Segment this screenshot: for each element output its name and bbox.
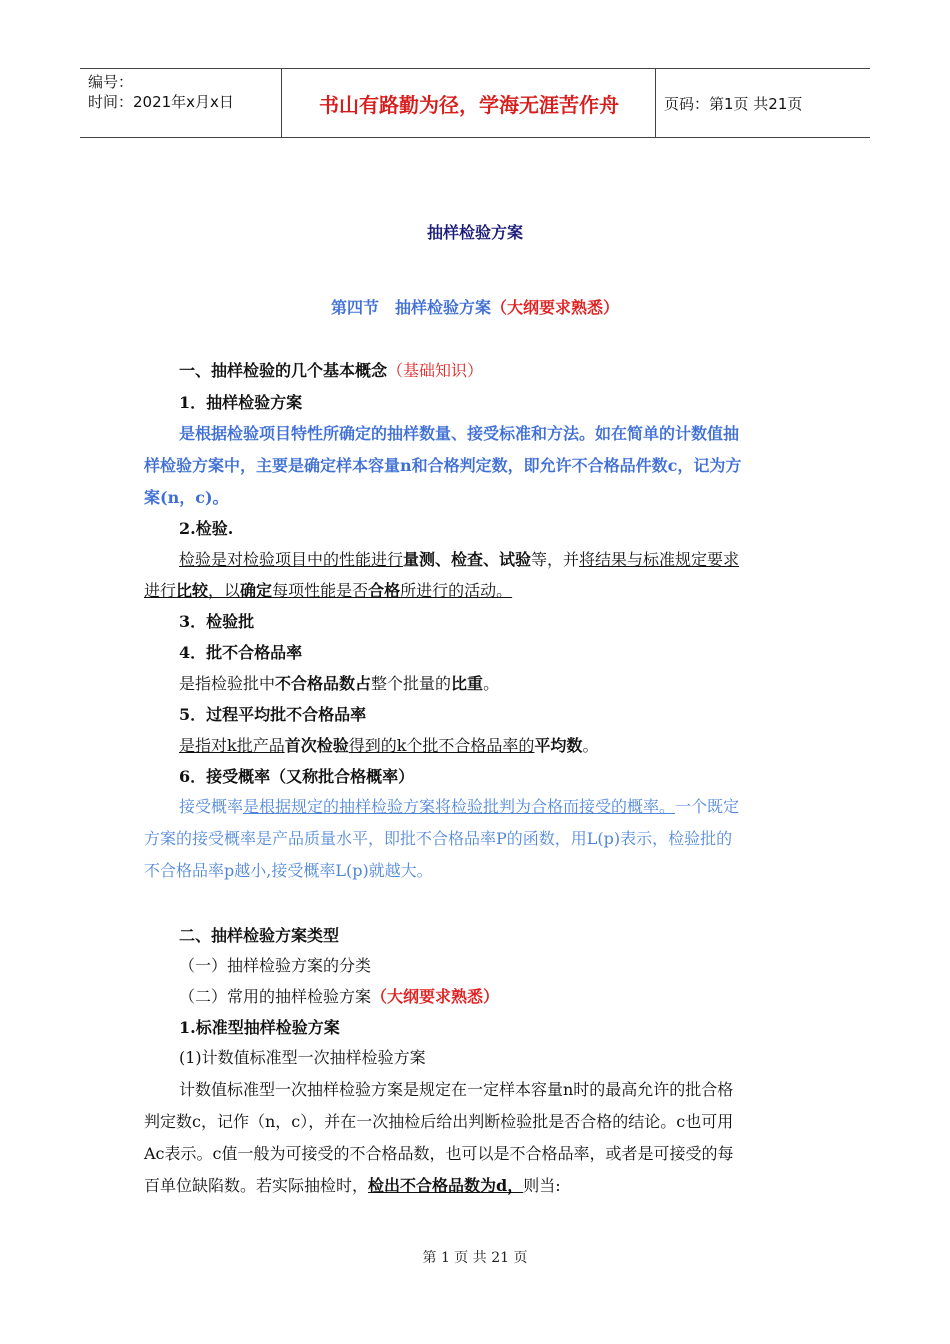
paragraph-line2: 判定数c，记作（n，c），并在一次抽检后给出判断检验批是否合格的结论。c也可用 bbox=[144, 1112, 734, 1131]
header-meta bbox=[88, 72, 234, 112]
header-motto: 书山有路勤为径，学海无涯苦作舟 bbox=[319, 92, 619, 117]
item3-title: 3．检验批 bbox=[179, 612, 255, 631]
page-footer: 第 1 页 共 21 页 bbox=[422, 1250, 528, 1266]
paragraph-text: 则当: bbox=[523, 1176, 561, 1195]
part2-sub2-text: （二）常用的抽样检验方案 bbox=[179, 987, 372, 1006]
item5-text: 是指对k批产品 bbox=[179, 736, 285, 755]
item2-text: 所进行的活动。 bbox=[400, 581, 513, 600]
paragraph-line1: 计数值标准型一次抽样检验方案是规定在一定样本容量n时的最高允许的批合格 bbox=[179, 1080, 734, 1099]
item2-keywords: 量测、检查、试验 bbox=[403, 550, 532, 569]
item4-title: 4．批不合格品率 bbox=[179, 643, 303, 662]
part1-title: 一、抽样检验的几个基本概念 bbox=[179, 361, 388, 380]
item2-text: 检验是对检验项目中的性能进行 bbox=[179, 550, 404, 569]
item1-line3: 案(n，c)。 bbox=[144, 488, 229, 507]
paragraph-line4 bbox=[144, 1176, 561, 1196]
part2-sub1: （一）抽样检验方案的分类 bbox=[179, 956, 372, 975]
item5-text: 得到的k个批不合格品率的 bbox=[348, 736, 535, 755]
item4-text: 。 bbox=[483, 674, 500, 693]
item2-text: 将结果与标准规定要求 bbox=[579, 550, 740, 569]
item6-line1 bbox=[179, 797, 739, 817]
document-time: 时间：2021年x月x日 bbox=[88, 93, 234, 111]
section-heading-main: 第四节 抽样检验方案 bbox=[330, 298, 491, 317]
document-number-label: 编号： bbox=[88, 73, 134, 91]
item2-title: 2.检验. bbox=[179, 519, 234, 538]
item5-title: 5．过程平均批不合格品率 bbox=[179, 705, 367, 724]
item1-line1: 是根据检验项目特性所确定的抽样数量、接受标准和方法。如在简单的计数值抽 bbox=[179, 424, 740, 443]
item6-definition: 是根据规定的抽样检验方案将检验批判为合格而接受的概率。 bbox=[243, 797, 676, 816]
header-table bbox=[80, 68, 870, 138]
part2-sub2-note: （大纲要求熟悉） bbox=[371, 987, 500, 1006]
item1-line2: 样检验方案中，主要是确定样本容量n和合格判定数，即允许不合格品件数c，记为方 bbox=[144, 456, 742, 475]
item1-title: 1．抽样检验方案 bbox=[179, 393, 303, 412]
item2-text: 等，并 bbox=[531, 550, 580, 569]
item4-keyword: 比重 bbox=[451, 674, 484, 693]
item4-text: 整个批量的 bbox=[371, 674, 452, 693]
item6-line2: 方案的接受概率是产品质量水平，即批不合格品率P的函数，用L(p)表示，检验批的 bbox=[144, 829, 733, 848]
item5-keyword: 平均数 bbox=[534, 736, 583, 755]
item5-line bbox=[179, 736, 598, 756]
item4-text: 是指检验批中 bbox=[179, 674, 276, 693]
item2-keyword: 比较 bbox=[176, 581, 209, 600]
paragraph-line3: Ac表示。c值一般为可接受的不合格品数，也可以是不合格品率，或者是可接受的每 bbox=[144, 1144, 734, 1163]
section-heading-note: （大纲要求熟悉） bbox=[491, 298, 620, 317]
paragraph-keyword: 检出不合格品数为d， bbox=[368, 1176, 524, 1195]
document-title: 抽样检验方案 bbox=[426, 223, 523, 242]
section-heading bbox=[0, 298, 950, 318]
item5-text: 。 bbox=[582, 736, 599, 755]
item2-line2 bbox=[144, 581, 512, 601]
item4-keyword: 不合格品数占 bbox=[275, 674, 372, 693]
part2-sub2 bbox=[179, 987, 499, 1007]
header-page-info: 页码：第1页 共21页 bbox=[664, 95, 803, 113]
part1-note: （基础知识） bbox=[387, 361, 484, 380]
item2-keyword: 确定 bbox=[240, 581, 273, 600]
item6-text: 接受概率 bbox=[179, 797, 244, 816]
item2-keyword: 合格 bbox=[368, 581, 401, 600]
item2-text: 进行 bbox=[144, 581, 177, 600]
item6-title: 6．接受概率（又称批合格概率） bbox=[179, 767, 415, 786]
part2-title: 二、抽样检验方案类型 bbox=[179, 926, 340, 945]
item4-line bbox=[179, 674, 499, 694]
part2-item1: 1.标准型抽样检验方案 bbox=[179, 1018, 340, 1037]
part1-heading bbox=[179, 361, 483, 381]
item2-text: 每项性能是否 bbox=[272, 581, 369, 600]
item2-text: ，以 bbox=[208, 581, 241, 600]
paragraph-text: 百单位缺陷数。若实际抽检时， bbox=[144, 1176, 369, 1195]
item2-line1 bbox=[179, 550, 739, 570]
item5-keyword: 首次检验 bbox=[284, 736, 349, 755]
item6-line3: 不合格品率p越小,接受概率L(p)就越大。 bbox=[144, 861, 433, 880]
part2-item1-sub: (1)计数值标准型一次抽样检验方案 bbox=[179, 1048, 426, 1067]
item6-text: 一个既定 bbox=[675, 797, 740, 816]
